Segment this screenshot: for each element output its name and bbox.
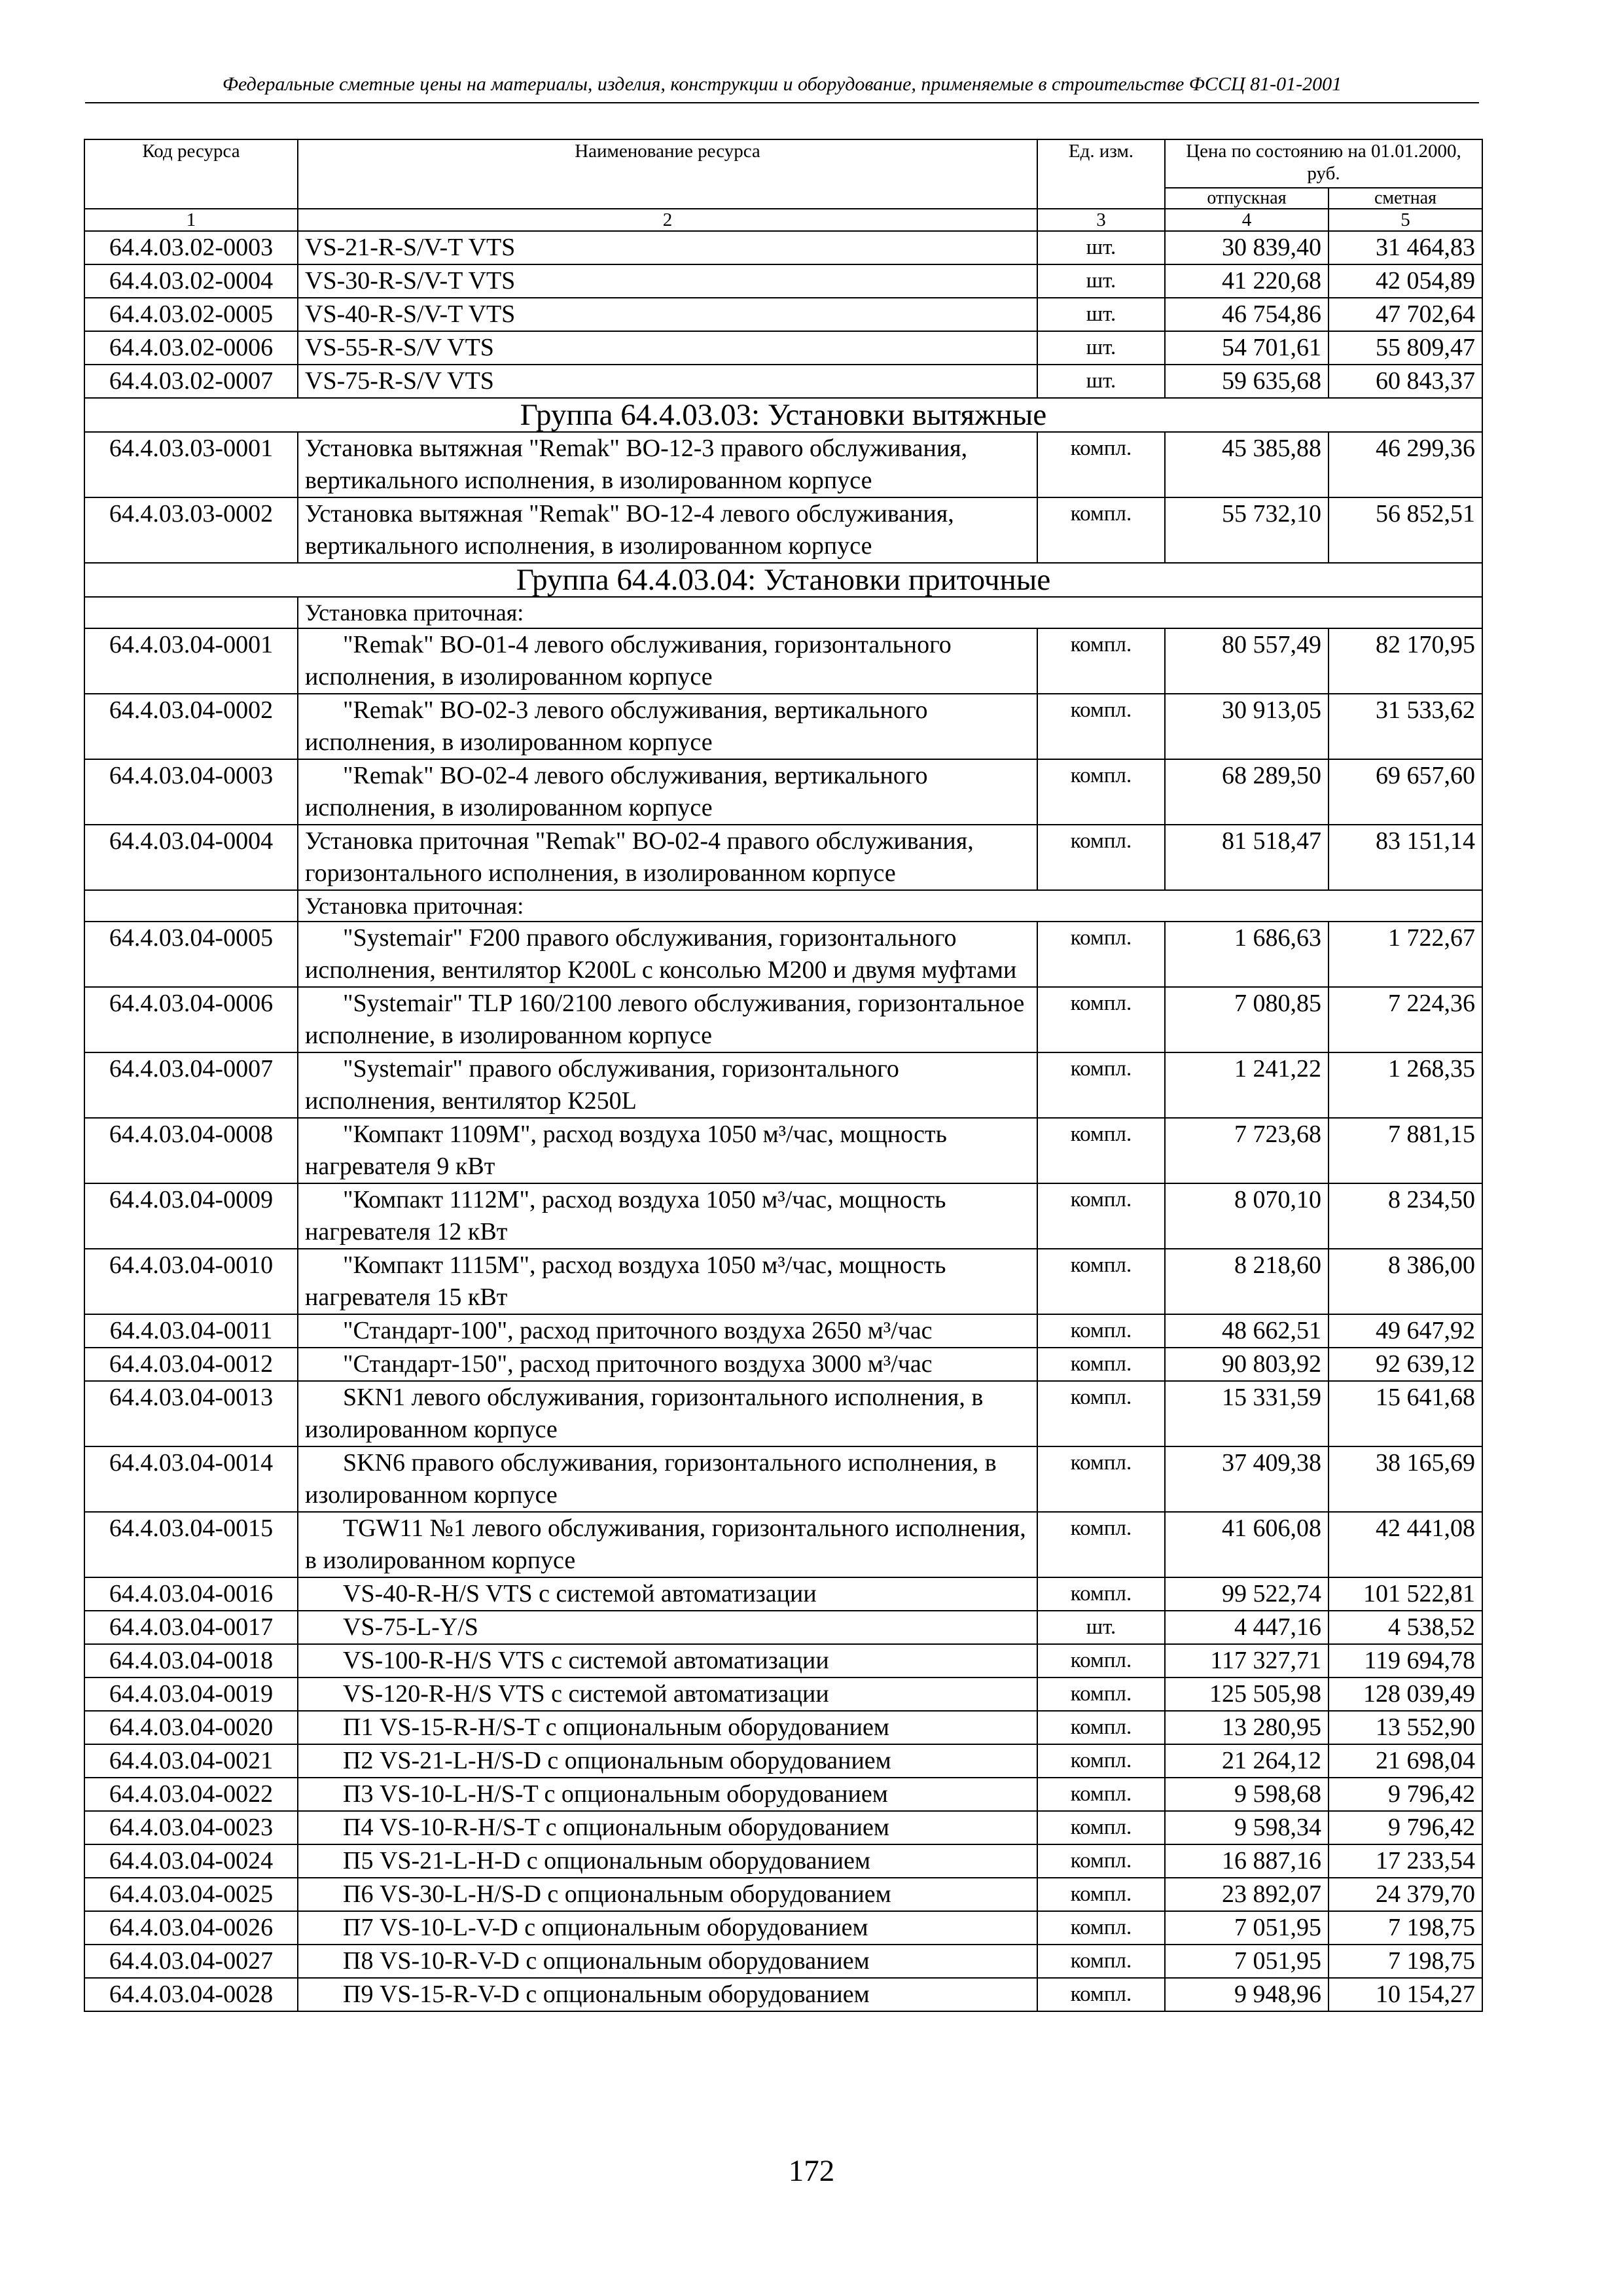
resource-code: 64.4.03.04-0015 [84, 1512, 298, 1577]
resource-code: 64.4.03.04-0012 [84, 1348, 298, 1381]
estimate-price: 24 379,70 [1329, 1878, 1482, 1911]
release-price: 99 522,74 [1165, 1577, 1329, 1611]
resource-name: П2 VS-21-L-H/S-D с опциональным оборудованием [298, 1744, 1037, 1778]
unit-of-measure: шт. [1037, 365, 1165, 398]
release-price: 4 447,16 [1165, 1611, 1329, 1644]
header-name: Наименование ресурса [298, 139, 1037, 209]
header-release-price: отпускная [1165, 188, 1329, 209]
resource-code: 64.4.03.04-0017 [84, 1611, 298, 1644]
subheading-code-cell [84, 890, 298, 922]
estimate-price: 7 198,75 [1329, 1911, 1482, 1945]
release-price: 117 327,71 [1165, 1644, 1329, 1677]
resource-code: 64.4.03.04-0024 [84, 1844, 298, 1878]
resource-name: "Стандарт-100", расход приточного воздуха 2650 м³/час [298, 1314, 1037, 1348]
resource-name: VS-75-R-S/V VTS [298, 365, 1037, 398]
column-number-row [84, 209, 1482, 231]
unit-of-measure: компл. [1037, 1878, 1165, 1911]
resource-name: "Компакт 1112М", расход воздуха 1050 м³/час, мощность нагревателя 12 кВт [298, 1183, 1037, 1249]
estimate-price: 31 533,62 [1329, 694, 1482, 759]
estimate-price: 92 639,12 [1329, 1348, 1482, 1381]
release-price: 30 839,40 [1165, 231, 1329, 264]
header-unit: Ед. изм. [1037, 139, 1165, 209]
unit-of-measure: компл. [1037, 1577, 1165, 1611]
resource-name: "Компакт 1109М", расход воздуха 1050 м³/час, мощность нагревателя 9 кВт [298, 1118, 1037, 1183]
table-row [84, 759, 1482, 825]
table-row [84, 1577, 1482, 1611]
release-price: 55 732,10 [1165, 497, 1329, 563]
table-row [84, 628, 1482, 694]
estimate-price: 4 538,52 [1329, 1611, 1482, 1644]
table-row [84, 694, 1482, 759]
resource-code: 64.4.03.04-0003 [84, 759, 298, 825]
table-row [84, 1844, 1482, 1878]
page-number: 172 [788, 2154, 835, 2188]
unit-of-measure: компл. [1037, 1446, 1165, 1512]
resource-code: 64.4.03.04-0014 [84, 1446, 298, 1512]
release-price: 37 409,38 [1165, 1446, 1329, 1512]
estimate-price: 56 852,51 [1329, 497, 1482, 563]
estimate-price: 7 881,15 [1329, 1118, 1482, 1183]
header-estimate-price: сметная [1329, 188, 1482, 209]
column-number: 2 [298, 209, 1037, 231]
resource-code: 64.4.03.04-0001 [84, 628, 298, 694]
resource-name: П4 VS-10-R-H/S-T с опциональным оборудованием [298, 1811, 1037, 1844]
estimate-price: 1 268,35 [1329, 1052, 1482, 1118]
estimate-price: 49 647,92 [1329, 1314, 1482, 1348]
release-price: 9 598,68 [1165, 1778, 1329, 1811]
group-title: Группа 64.4.03.04: Установки приточные [84, 563, 1482, 597]
resource-code: 64.4.03.04-0018 [84, 1644, 298, 1677]
resource-code: 64.4.03.03-0002 [84, 497, 298, 563]
price-table [84, 139, 1483, 2012]
release-price: 81 518,47 [1165, 825, 1329, 890]
unit-of-measure: компл. [1037, 1711, 1165, 1744]
resource-code: 64.4.03.04-0022 [84, 1778, 298, 1811]
unit-of-measure: шт. [1037, 331, 1165, 365]
release-price: 59 635,68 [1165, 365, 1329, 398]
table-row [84, 1878, 1482, 1911]
unit-of-measure: компл. [1037, 1348, 1165, 1381]
resource-code: 64.4.03.04-0013 [84, 1381, 298, 1446]
estimate-price: 9 796,42 [1329, 1811, 1482, 1844]
resource-code: 64.4.03.04-0009 [84, 1183, 298, 1249]
release-price: 7 080,85 [1165, 987, 1329, 1052]
column-number: 1 [84, 209, 298, 231]
release-price: 41 220,68 [1165, 264, 1329, 298]
release-price: 7 723,68 [1165, 1118, 1329, 1183]
unit-of-measure: компл. [1037, 1314, 1165, 1348]
group-header-row [84, 398, 1482, 432]
subheading-row [84, 597, 1482, 628]
resource-code: 64.4.03.04-0026 [84, 1911, 298, 1945]
release-price: 1 241,22 [1165, 1052, 1329, 1118]
resource-code: 64.4.03.04-0020 [84, 1711, 298, 1744]
unit-of-measure: компл. [1037, 1744, 1165, 1778]
table-row [84, 1677, 1482, 1711]
table-row [84, 1446, 1482, 1512]
release-price: 8 070,10 [1165, 1183, 1329, 1249]
estimate-price: 42 054,89 [1329, 264, 1482, 298]
resource-name: "Systemair" TLP 160/2100 левого обслуживания, горизонтальное исполнение, в изолированном корпусе [298, 987, 1037, 1052]
unit-of-measure: компл. [1037, 694, 1165, 759]
table-row [84, 1644, 1482, 1677]
table-row [84, 1512, 1482, 1577]
estimate-price: 15 641,68 [1329, 1381, 1482, 1446]
resource-code: 64.4.03.04-0025 [84, 1878, 298, 1911]
subheading-row [84, 890, 1482, 922]
header-rule [85, 102, 1479, 103]
unit-of-measure: компл. [1037, 628, 1165, 694]
resource-name: П6 VS-30-L-H/S-D с опциональным оборудованием [298, 1878, 1037, 1911]
estimate-price: 1 722,67 [1329, 922, 1482, 987]
resource-code: 64.4.03.04-0004 [84, 825, 298, 890]
release-price: 48 662,51 [1165, 1314, 1329, 1348]
resource-name: VS-75-L-Y/S [298, 1611, 1037, 1644]
resource-code: 64.4.03.02-0003 [84, 231, 298, 264]
estimate-price: 38 165,69 [1329, 1446, 1482, 1512]
unit-of-measure: шт. [1037, 298, 1165, 331]
estimate-price: 69 657,60 [1329, 759, 1482, 825]
resource-name: Установка вытяжная "Remak" ВО-12-3 правого обслуживания, вертикального исполнения, в изолированном корпусе [298, 432, 1037, 497]
table-row [84, 1611, 1482, 1644]
unit-of-measure: компл. [1037, 922, 1165, 987]
resource-code: 64.4.03.04-0021 [84, 1744, 298, 1778]
estimate-price: 21 698,04 [1329, 1744, 1482, 1778]
estimate-price: 31 464,83 [1329, 231, 1482, 264]
resource-name: "Systemair" правого обслуживания, горизонтального исполнения, вентилятор К250L [298, 1052, 1037, 1118]
subheading-code-cell [84, 597, 298, 628]
resource-code: 64.4.03.04-0019 [84, 1677, 298, 1711]
release-price: 8 218,60 [1165, 1249, 1329, 1314]
unit-of-measure: компл. [1037, 1911, 1165, 1945]
unit-of-measure: компл. [1037, 1778, 1165, 1811]
unit-of-measure: компл. [1037, 1118, 1165, 1183]
resource-code: 64.4.03.02-0004 [84, 264, 298, 298]
table-row [84, 497, 1482, 563]
resource-name: "Remak" ВО-02-4 левого обслуживания, вертикального исполнения, в изолированном корпусе [298, 759, 1037, 825]
table-row [84, 1381, 1482, 1446]
estimate-price: 9 796,42 [1329, 1778, 1482, 1811]
column-number: 4 [1165, 209, 1329, 231]
resource-code: 64.4.03.04-0028 [84, 1978, 298, 2011]
estimate-price: 10 154,27 [1329, 1978, 1482, 2011]
table-row [84, 1778, 1482, 1811]
subheading-title: Установка приточная: [298, 890, 1482, 922]
unit-of-measure: шт. [1037, 264, 1165, 298]
estimate-price: 83 151,14 [1329, 825, 1482, 890]
resource-name: "Remak" ВО-01-4 левого обслуживания, горизонтального исполнения, в изолированном корпусе [298, 628, 1037, 694]
table-row [84, 264, 1482, 298]
estimate-price: 42 441,08 [1329, 1512, 1482, 1577]
table-row [84, 231, 1482, 264]
estimate-price: 8 386,00 [1329, 1249, 1482, 1314]
unit-of-measure: компл. [1037, 1644, 1165, 1677]
resource-code: 64.4.03.04-0011 [84, 1314, 298, 1348]
estimate-price: 47 702,64 [1329, 298, 1482, 331]
unit-of-measure: компл. [1037, 1677, 1165, 1711]
release-price: 13 280,95 [1165, 1711, 1329, 1744]
estimate-price: 82 170,95 [1329, 628, 1482, 694]
estimate-price: 128 039,49 [1329, 1677, 1482, 1711]
table-row [84, 825, 1482, 890]
group-header-row [84, 563, 1482, 597]
resource-name: VS-40-R-H/S VTS с системой автоматизации [298, 1577, 1037, 1611]
table-row [84, 1711, 1482, 1744]
resource-code: 64.4.03.02-0006 [84, 331, 298, 365]
release-price: 45 385,88 [1165, 432, 1329, 497]
column-number: 5 [1329, 209, 1482, 231]
unit-of-measure: компл. [1037, 1183, 1165, 1249]
table-row [84, 432, 1482, 497]
release-price: 125 505,98 [1165, 1677, 1329, 1711]
release-price: 7 051,95 [1165, 1945, 1329, 1978]
release-price: 7 051,95 [1165, 1911, 1329, 1945]
unit-of-measure: компл. [1037, 759, 1165, 825]
release-price: 21 264,12 [1165, 1744, 1329, 1778]
resource-name: VS-40-R-S/V-T VTS [298, 298, 1037, 331]
unit-of-measure: компл. [1037, 1249, 1165, 1314]
group-title: Группа 64.4.03.03: Установки вытяжные [84, 398, 1482, 432]
resource-code: 64.4.03.02-0007 [84, 365, 298, 398]
resource-name: П9 VS-15-R-V-D с опциональным оборудованием [298, 1978, 1037, 2011]
resource-name: П7 VS-10-L-V-D с опциональным оборудованием [298, 1911, 1037, 1945]
table-row [84, 1118, 1482, 1183]
resource-name: VS-30-R-S/V-T VTS [298, 264, 1037, 298]
table-row [84, 365, 1482, 398]
unit-of-measure: шт. [1037, 1611, 1165, 1644]
release-price: 90 803,92 [1165, 1348, 1329, 1381]
release-price: 54 701,61 [1165, 331, 1329, 365]
resource-code: 64.4.03.04-0027 [84, 1945, 298, 1978]
unit-of-measure: компл. [1037, 1945, 1165, 1978]
resource-name: VS-100-R-H/S VTS с системой автоматизации [298, 1644, 1037, 1677]
unit-of-measure: компл. [1037, 497, 1165, 563]
estimate-price: 46 299,36 [1329, 432, 1482, 497]
table-row [84, 1183, 1482, 1249]
unit-of-measure: компл. [1037, 825, 1165, 890]
resource-name: SKN1 левого обслуживания, горизонтального исполнения, в изолированном корпусе [298, 1381, 1037, 1446]
resource-code: 64.4.03.03-0001 [84, 432, 298, 497]
resource-code: 64.4.03.04-0007 [84, 1052, 298, 1118]
estimate-price: 55 809,47 [1329, 331, 1482, 365]
resource-code: 64.4.03.04-0006 [84, 987, 298, 1052]
resource-name: П5 VS-21-L-H-D с опциональным оборудованием [298, 1844, 1037, 1878]
resource-name: П8 VS-10-R-V-D с опциональным оборудованием [298, 1945, 1037, 1978]
resource-name: "Remak" ВО-02-3 левого обслуживания, вертикального исполнения, в изолированном корпусе [298, 694, 1037, 759]
header-code: Код ресурса [84, 139, 298, 209]
unit-of-measure: компл. [1037, 1381, 1165, 1446]
table-row [84, 1348, 1482, 1381]
table-row [84, 1811, 1482, 1844]
resource-name: VS-55-R-S/V VTS [298, 331, 1037, 365]
unit-of-measure: компл. [1037, 1512, 1165, 1577]
table-row [84, 1314, 1482, 1348]
resource-name: "Компакт 1115М", расход воздуха 1050 м³/час, мощность нагревателя 15 кВт [298, 1249, 1037, 1314]
resource-code: 64.4.03.04-0010 [84, 1249, 298, 1314]
resource-name: "Systemair" F200 правого обслуживания, горизонтального исполнения, вентилятор К200L с консолью М200 и двумя муфтами [298, 922, 1037, 987]
estimate-price: 119 694,78 [1329, 1644, 1482, 1677]
column-number: 3 [1037, 209, 1165, 231]
release-price: 23 892,07 [1165, 1878, 1329, 1911]
estimate-price: 13 552,90 [1329, 1711, 1482, 1744]
resource-name: VS-21-R-S/V-T VTS [298, 231, 1037, 264]
table-row [84, 1052, 1482, 1118]
resource-code: 64.4.03.04-0023 [84, 1811, 298, 1844]
table-row [84, 1978, 1482, 2011]
estimate-price: 60 843,37 [1329, 365, 1482, 398]
header-price: Цена по состоянию на 01.01.2000, руб. [1165, 139, 1482, 188]
estimate-price: 7 224,36 [1329, 987, 1482, 1052]
table-row [84, 1744, 1482, 1778]
resource-name: Установка приточная "Remak" ВО-02-4 правого обслуживания, горизонтального исполнения, в изолированном корпусе [298, 825, 1037, 890]
estimate-price: 17 233,54 [1329, 1844, 1482, 1878]
release-price: 30 913,05 [1165, 694, 1329, 759]
resource-name: П1 VS-15-R-H/S-T с опциональным оборудованием [298, 1711, 1037, 1744]
resource-code: 64.4.03.04-0008 [84, 1118, 298, 1183]
release-price: 68 289,50 [1165, 759, 1329, 825]
unit-of-measure: компл. [1037, 1052, 1165, 1118]
release-price: 80 557,49 [1165, 628, 1329, 694]
resource-name: П3 VS-10-L-H/S-T с опциональным оборудованием [298, 1778, 1037, 1811]
table-row [84, 1945, 1482, 1978]
table-row [84, 1911, 1482, 1945]
table-row [84, 1249, 1482, 1314]
resource-code: 64.4.03.04-0002 [84, 694, 298, 759]
release-price: 16 887,16 [1165, 1844, 1329, 1878]
unit-of-measure: компл. [1037, 1978, 1165, 2011]
release-price: 15 331,59 [1165, 1381, 1329, 1446]
estimate-price: 101 522,81 [1329, 1577, 1482, 1611]
table-body [84, 231, 1482, 2011]
release-price: 46 754,86 [1165, 298, 1329, 331]
subheading-title: Установка приточная: [298, 597, 1482, 628]
resource-name: TGW11 №1 левого обслуживания, горизонтального исполнения, в изолированном корпусе [298, 1512, 1037, 1577]
unit-of-measure: шт. [1037, 231, 1165, 264]
estimate-price: 7 198,75 [1329, 1945, 1482, 1978]
resource-name: "Стандарт-150", расход приточного воздуха 3000 м³/час [298, 1348, 1037, 1381]
estimate-price: 8 234,50 [1329, 1183, 1482, 1249]
table-row [84, 331, 1482, 365]
unit-of-measure: компл. [1037, 1811, 1165, 1844]
resource-code: 64.4.03.02-0005 [84, 298, 298, 331]
release-price: 41 606,08 [1165, 1512, 1329, 1577]
resource-name: SKN6 правого обслуживания, горизонтального исполнения, в изолированном корпусе [298, 1446, 1037, 1512]
table-row [84, 298, 1482, 331]
table-header [84, 139, 1482, 231]
resource-name: Установка вытяжная "Remak" ВО-12-4 левого обслуживания, вертикального исполнения, в изолированном корпусе [298, 497, 1037, 563]
release-price: 1 686,63 [1165, 922, 1329, 987]
unit-of-measure: компл. [1037, 432, 1165, 497]
release-price: 9 598,34 [1165, 1811, 1329, 1844]
release-price: 9 948,96 [1165, 1978, 1329, 2011]
unit-of-measure: компл. [1037, 987, 1165, 1052]
table-row [84, 987, 1482, 1052]
unit-of-measure: компл. [1037, 1844, 1165, 1878]
table-row [84, 922, 1482, 987]
resource-code: 64.4.03.04-0016 [84, 1577, 298, 1611]
running-header: Федеральные сметные цены на материалы, изделия, конструкции и оборудование, применяемые в строительстве ФССЦ 81-01-2001 [222, 73, 1342, 95]
resource-code: 64.4.03.04-0005 [84, 922, 298, 987]
resource-name: VS-120-R-H/S VTS с системой автоматизации [298, 1677, 1037, 1711]
